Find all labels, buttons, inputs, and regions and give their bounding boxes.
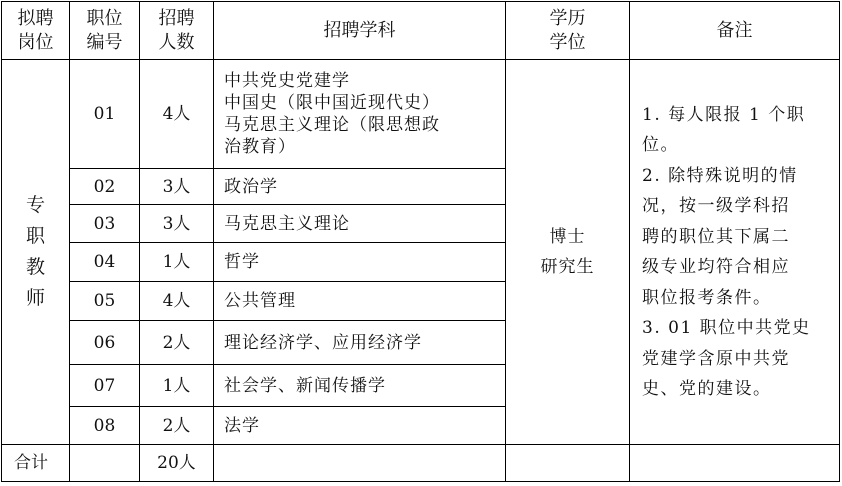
header-degree-line: 学历 [549,7,586,29]
header-position [2,2,70,60]
subject-cell: 政治学 [214,169,506,205]
degree-line: 研究生 [540,257,595,277]
header-count [140,2,214,60]
header-position-line: 拟聘 [17,7,54,29]
subject-cell [214,60,506,169]
count-cell: 2人 [140,321,214,365]
count-cell: 4人 [140,282,214,321]
code-cell: 07 [70,365,140,407]
remarks-line: 级专业均符合相应 [642,257,790,277]
code-cell: 01 [70,60,140,169]
remarks-cell [630,60,840,445]
degree-cell [506,60,630,445]
subject-line: 中共党史党建学 [224,71,350,91]
remarks-line: 位。 [642,135,679,155]
code-cell: 02 [70,169,140,205]
remarks-line: 聘的职位其下属二 [642,226,790,247]
code-cell: 08 [70,407,140,445]
remarks-line: 史、党的建设。 [642,379,772,399]
position-type-char: 教 [25,256,45,278]
count-cell: 3人 [140,205,214,243]
header-degree [506,2,630,60]
table-row [2,60,840,169]
remarks-line: 3. 01 职位中共党史 [642,318,811,338]
count-cell: 1人 [140,243,214,282]
header-count-line: 人数 [158,31,195,53]
subject-cell: 马克思主义理论 [214,205,506,243]
header-position-line: 岗位 [17,31,54,53]
count-cell: 4人 [140,60,214,169]
header-degree-line: 学位 [549,31,586,53]
header-subject: 招聘学科 [214,2,506,60]
count-cell: 1人 [140,365,214,407]
total-subject-empty [214,445,506,482]
subject-line: 马克思主义理论（限思想政 [224,115,440,135]
code-cell: 05 [70,282,140,321]
degree-line: 博士 [549,227,586,247]
header-row [2,2,840,60]
remarks-line: 况，按一级学科招 [642,196,790,216]
subject-cell: 公共管理 [214,282,506,321]
header-code [70,2,140,60]
header-remarks: 备注 [630,2,840,60]
subject-line: 中国史（限中国近现代史） [224,93,440,113]
total-degree-empty [506,445,630,482]
total-code-empty [70,445,140,482]
position-type-char: 师 [25,287,45,309]
subject-cell: 法学 [214,407,506,445]
position-type-char: 专 [25,194,45,216]
position-type-cell [2,60,70,445]
count-cell: 3人 [140,169,214,205]
total-count: 20人 [140,445,214,482]
recruitment-table [1,1,840,482]
header-count-line: 招聘 [158,7,195,29]
total-row [2,445,840,482]
subject-cell: 理论经济学、应用经济学 [214,321,506,365]
total-remarks-empty [630,445,840,482]
code-cell: 03 [70,205,140,243]
subject-cell: 哲学 [214,243,506,282]
subject-cell: 社会学、新闻传播学 [214,365,506,407]
total-label: 合计 [2,445,70,482]
code-cell: 06 [70,321,140,365]
code-cell: 04 [70,243,140,282]
subject-line: 治教育） [224,137,296,157]
remarks-line: 1. 每人限报 1 个职 [642,104,806,125]
remarks-line: 2. 除特殊说明的情 [642,165,798,186]
remarks-line: 党建学含原中共党 [642,348,790,369]
header-code-line: 职位 [86,7,123,29]
position-type-char: 职 [25,225,45,247]
header-code-line: 编号 [86,31,123,53]
remarks-line: 职位报考条件。 [642,287,772,308]
count-cell: 2人 [140,407,214,445]
